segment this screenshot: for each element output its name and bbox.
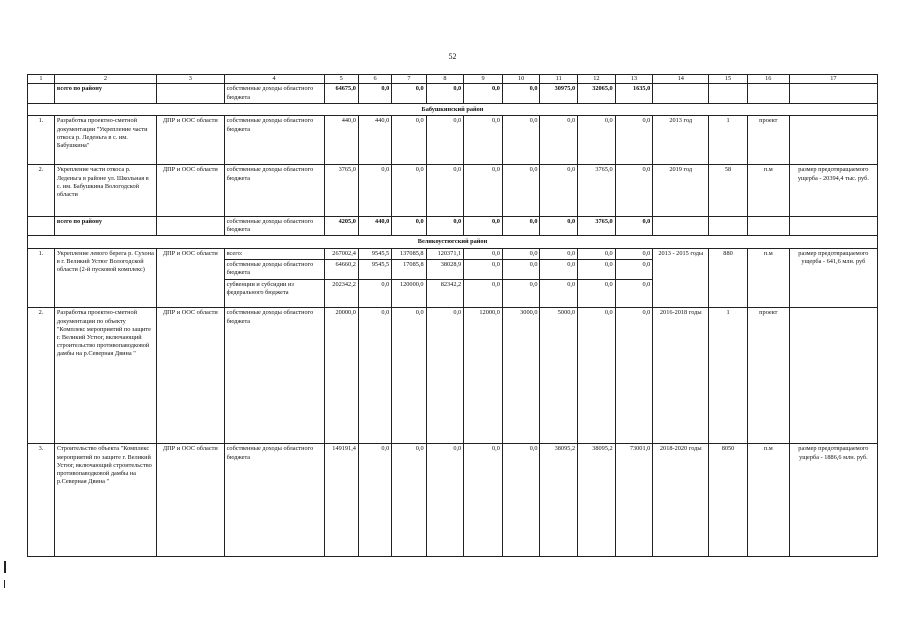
value-cell: 0,0 bbox=[615, 260, 653, 280]
value-cell: 0,0 bbox=[426, 444, 464, 557]
col-number: 2 bbox=[54, 75, 156, 84]
effect bbox=[789, 116, 877, 165]
period: 2016-2018 годы bbox=[653, 308, 709, 444]
table-row bbox=[28, 308, 878, 444]
value-cell: 0,0 bbox=[615, 279, 653, 308]
funding-source: собственные доходы областного бюджета bbox=[224, 116, 324, 165]
col-number: 3 bbox=[156, 75, 224, 84]
value-cell: 32065,0 bbox=[578, 84, 616, 104]
executor: ДПР и ООС области bbox=[156, 444, 224, 557]
value-cell: 0,0 bbox=[464, 279, 503, 308]
col-number: 1 bbox=[28, 75, 55, 84]
value-cell: 0,0 bbox=[358, 165, 391, 216]
activity-name: Разработка проектно-сметной документации по объекту "Комплекс мероприятий по защите г. Великий Устюг, включающий строительство противопаводковой дамбы на р.Северная Двина " bbox=[54, 308, 156, 444]
value-cell: 0,0 bbox=[426, 116, 464, 165]
value-cell: 0,0 bbox=[502, 279, 540, 308]
value-cell: 0,0 bbox=[615, 165, 653, 216]
period: 2013 - 2015 годы bbox=[653, 248, 709, 308]
funding-source: собственные доходы областного бюджета bbox=[224, 444, 324, 557]
executor: ДПР и ООС области bbox=[156, 116, 224, 165]
value-cell: 82342,2 bbox=[426, 279, 464, 308]
col-number: 16 bbox=[747, 75, 789, 84]
quantity: 880 bbox=[709, 248, 748, 308]
value-cell: 0,0 bbox=[464, 116, 503, 165]
value-cell: 0,0 bbox=[392, 165, 426, 216]
funding-source: всего: bbox=[224, 248, 324, 259]
value-cell: 0,0 bbox=[464, 216, 503, 236]
funding-source: собственные доходы областного бюджета bbox=[224, 308, 324, 444]
table-row bbox=[28, 248, 878, 259]
section-header bbox=[28, 104, 878, 116]
value-cell: 0,0 bbox=[578, 308, 616, 444]
row-number: 2. bbox=[28, 165, 55, 216]
unit: проект bbox=[747, 116, 789, 165]
value-cell: 0,0 bbox=[615, 216, 653, 236]
value-cell: 0,0 bbox=[502, 216, 540, 236]
section-header bbox=[28, 236, 878, 248]
value-cell: 440,0 bbox=[358, 216, 391, 236]
value-cell: 64675,0 bbox=[324, 84, 358, 104]
value-cell: 64660,2 bbox=[324, 260, 358, 280]
col-number: 7 bbox=[392, 75, 426, 84]
unit: проект bbox=[747, 308, 789, 444]
quantity: 1 bbox=[709, 308, 748, 444]
value-cell: 0,0 bbox=[464, 260, 503, 280]
table-row bbox=[28, 444, 878, 557]
activity-name: Укрепление части откоса р. Леденьга в районе ул. Школьная в с. им. Бабушкина Вологодской области bbox=[54, 165, 156, 216]
value-cell: 0,0 bbox=[464, 165, 503, 216]
value-cell: 73001,0 bbox=[615, 444, 653, 557]
funding-source: собственные доходы областного бюджета bbox=[224, 260, 324, 280]
funding-source: собственные доходы областного бюджета bbox=[224, 216, 324, 236]
value-cell: 12000,0 bbox=[464, 308, 503, 444]
value-cell: 9545,5 bbox=[358, 248, 391, 259]
value-cell: 0,0 bbox=[615, 116, 653, 165]
col-number: 11 bbox=[540, 75, 578, 84]
period: 2013 год bbox=[653, 116, 709, 165]
table-row bbox=[28, 165, 878, 216]
effect: размер предотвращаемого ущерба - 1886,6 млн. руб. bbox=[789, 444, 877, 557]
unit: п.м bbox=[747, 165, 789, 216]
value-cell: 0,0 bbox=[578, 248, 616, 259]
value-cell: 4205,0 bbox=[324, 216, 358, 236]
effect: размер предотвращаемого ущерба - 20394,4 тыс. руб. bbox=[789, 165, 877, 216]
col-number: 4 bbox=[224, 75, 324, 84]
value-cell: 120000,0 bbox=[392, 279, 426, 308]
value-cell: 3765,0 bbox=[324, 165, 358, 216]
value-cell: 0,0 bbox=[392, 216, 426, 236]
page-number: 52 bbox=[448, 52, 457, 61]
value-cell: 0,0 bbox=[392, 116, 426, 165]
total-label: всего по району bbox=[54, 216, 156, 236]
value-cell: 440,0 bbox=[324, 116, 358, 165]
col-number: 8 bbox=[426, 75, 464, 84]
value-cell: 0,0 bbox=[358, 279, 391, 308]
table-row bbox=[28, 216, 878, 236]
scan-artifact bbox=[4, 561, 6, 573]
value-cell: 0,0 bbox=[502, 116, 540, 165]
value-cell: 30975,0 bbox=[540, 84, 578, 104]
value-cell: 202342,2 bbox=[324, 279, 358, 308]
activity-name: Разработка проектно-сметной документации "Укрепление части откоса р. Леденьга в с. им. Бабушкина" bbox=[54, 116, 156, 165]
value-cell: 0,0 bbox=[502, 248, 540, 259]
col-number: 6 bbox=[358, 75, 391, 84]
table-row bbox=[28, 116, 878, 165]
value-cell: 0,0 bbox=[392, 308, 426, 444]
quantity: 58 bbox=[709, 165, 748, 216]
value-cell: 0,0 bbox=[392, 444, 426, 557]
executor: ДПР и ООС области bbox=[156, 248, 224, 308]
unit: п.м bbox=[747, 248, 789, 308]
value-cell: 0,0 bbox=[464, 84, 503, 104]
value-cell: 0,0 bbox=[578, 116, 616, 165]
period: 2018-2020 годы bbox=[653, 444, 709, 557]
funding-source: собственные доходы областного бюджета bbox=[224, 84, 324, 104]
col-number: 13 bbox=[615, 75, 653, 84]
value-cell: 0,0 bbox=[540, 116, 578, 165]
value-cell: 0,0 bbox=[426, 308, 464, 444]
value-cell: 38095,2 bbox=[578, 444, 616, 557]
value-cell: 0,0 bbox=[502, 165, 540, 216]
funding-source: собственные доходы областного бюджета bbox=[224, 165, 324, 216]
value-cell: 0,0 bbox=[392, 84, 426, 104]
row-number: 1. bbox=[28, 248, 55, 308]
quantity: 8050 bbox=[709, 444, 748, 557]
scan-artifact bbox=[4, 580, 5, 588]
column-number-row bbox=[28, 75, 878, 84]
value-cell: 38095,2 bbox=[540, 444, 578, 557]
col-number: 17 bbox=[789, 75, 877, 84]
value-cell: 149191,4 bbox=[324, 444, 358, 557]
value-cell: 3765,0 bbox=[578, 165, 616, 216]
value-cell: 0,0 bbox=[464, 248, 503, 259]
value-cell: 0,0 bbox=[358, 444, 391, 557]
value-cell: 120371,1 bbox=[426, 248, 464, 259]
value-cell: 0,0 bbox=[426, 165, 464, 216]
value-cell: 137085,8 bbox=[392, 248, 426, 259]
value-cell: 0,0 bbox=[540, 279, 578, 308]
value-cell: 0,0 bbox=[540, 248, 578, 259]
value-cell: 0,0 bbox=[578, 279, 616, 308]
section-title: Бабушкинский район bbox=[28, 104, 878, 116]
executor: ДПР и ООС области bbox=[156, 165, 224, 216]
row-number: 2. bbox=[28, 308, 55, 444]
effect bbox=[789, 308, 877, 444]
quantity: 1 bbox=[709, 116, 748, 165]
row-number: 3. bbox=[28, 444, 55, 557]
effect: размер предотвращаемого ущерба - 641,6 млн. руб bbox=[789, 248, 877, 308]
unit: п.м bbox=[747, 444, 789, 557]
value-cell: 0,0 bbox=[540, 165, 578, 216]
value-cell: 0,0 bbox=[578, 260, 616, 280]
value-cell: 0,0 bbox=[615, 248, 653, 259]
col-number: 5 bbox=[324, 75, 358, 84]
value-cell: 0,0 bbox=[502, 444, 540, 557]
value-cell: 3000,0 bbox=[502, 308, 540, 444]
col-number: 14 bbox=[653, 75, 709, 84]
table-row bbox=[28, 84, 878, 104]
value-cell: 0,0 bbox=[426, 84, 464, 104]
value-cell: 0,0 bbox=[358, 84, 391, 104]
activity-name: Строительство объекта "Комплекс мероприятий по защите г. Великий Устюг, включающий строительство противопаводковой дамбы на р.Северная Двина " bbox=[54, 444, 156, 557]
value-cell: 0,0 bbox=[502, 260, 540, 280]
value-cell: 5000,0 bbox=[540, 308, 578, 444]
col-number: 10 bbox=[502, 75, 540, 84]
value-cell: 1635,0 bbox=[615, 84, 653, 104]
value-cell: 20000,0 bbox=[324, 308, 358, 444]
row-number: 1. bbox=[28, 116, 55, 165]
section-title: Великоустюгский район bbox=[28, 236, 878, 248]
col-number: 9 bbox=[464, 75, 503, 84]
value-cell: 0,0 bbox=[502, 84, 540, 104]
executor: ДПР и ООС области bbox=[156, 308, 224, 444]
value-cell: 0,0 bbox=[464, 444, 503, 557]
value-cell: 0,0 bbox=[540, 216, 578, 236]
value-cell: 0,0 bbox=[426, 216, 464, 236]
value-cell: 440,0 bbox=[358, 116, 391, 165]
value-cell: 0,0 bbox=[358, 308, 391, 444]
value-cell: 17085,8 bbox=[392, 260, 426, 280]
col-number: 15 bbox=[709, 75, 748, 84]
program-table bbox=[27, 74, 878, 557]
total-label: всего по району bbox=[54, 84, 156, 104]
value-cell: 9545,5 bbox=[358, 260, 391, 280]
col-number: 12 bbox=[578, 75, 616, 84]
funding-source: субвенции и субсидии из федерального бюджета bbox=[224, 279, 324, 308]
value-cell: 3765,0 bbox=[578, 216, 616, 236]
value-cell: 267002,4 bbox=[324, 248, 358, 259]
value-cell: 0,0 bbox=[540, 260, 578, 280]
period: 2019 год bbox=[653, 165, 709, 216]
value-cell: 0,0 bbox=[615, 308, 653, 444]
activity-name: Укрепление левого берега р. Сухона в г. Великий Устюг Вологодской области (2-й пусковой комплекс) bbox=[54, 248, 156, 308]
value-cell: 38028,9 bbox=[426, 260, 464, 280]
